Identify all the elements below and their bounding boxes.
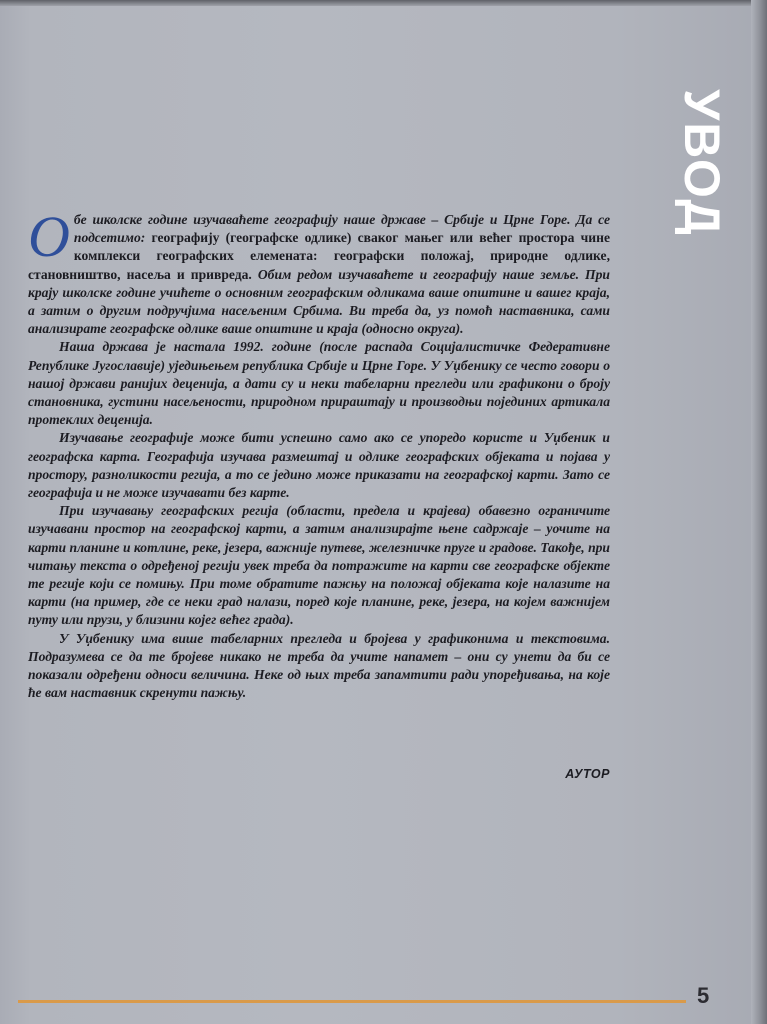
intro-paragraph <box>28 204 610 338</box>
intro-italic-b: Обим редом изучаваћете и географију наше земље. При крају школске године учићете о основним географским одликама ваше општине и вашег краја, а затим о другим подручјима насељеним Србима. Ви треба да, уз помоћ наставника, сами анализирате географске одлике ваше општине и краја (односно округа). <box>28 266 610 337</box>
dropcap-letter: О <box>28 204 70 269</box>
paragraph-4: При изучавању географских регија (области, предела и крајева) обавезно ограничите изучавани простор на географској карти, а затим анализирајте њене садржаје – уочите на карти планине и котлине, реке, језера, важније путеве, железничке пруге и градове. Такође, при читању текста о одређеној регији увек треба да потражите на карти све географске објекте те регије који се помињу. При томе обратите пажњу на положај објеката које налазите на карти (на пример, где се неки град налази, поред које планине, реке, језера, на којем важнијем путу или прузи, у близини којег већег града). <box>28 503 610 628</box>
intro-italic-a: бе школске године изучаваћете географију наше државе – Србије и Црне Горе. Да се подсетимо: <box>73 212 610 246</box>
page-right-edge <box>751 0 767 1024</box>
paragraph-2: Наша држава је настала 1992. године (после распада Социјалистичке Федеративне Републике Југославије) уједињењем република Србије и Црне Горе. У Уџбенику се често говори о нашој држави ранијих деценија, а дати су и неки табеларни прегледи или графикони о броју становника, густини насељености, природном прираштају и производњи појединих артикала протеклих деценија. <box>28 339 610 428</box>
body-text <box>28 204 610 702</box>
page-number: 5 <box>697 983 710 1008</box>
footer-rule <box>18 1000 686 1003</box>
page-top-edge <box>0 0 767 6</box>
section-title-text: УВОД <box>674 89 731 237</box>
intro-upright: географију (географске одлике) сваког мањег или већег простора чине комплекси географских елемената: географски положај, природне одлике, становништво, насеља и привреда. <box>28 230 610 282</box>
paragraph-5: У Уџбенику има више табеларних прегледа и бројева у графиконима и текстовима. Подразумева се да те бројеве никако не треба да учите напамет – они су унети да би се показали одређени односи величина. Неке од њих треба запамтити ради упоређивања, на које ће вам наставник скренути пажњу. <box>28 630 610 701</box>
author-signature: АУТОР <box>565 767 610 781</box>
section-title <box>672 78 732 248</box>
paragraph-3: Изучавање географије може бити успешно само ако се упоредо користе и Уџбеник и географска карта. Географија изучава размештај и одлике географских објеката и појава у простору, разноликости регија, а то се једино може приказати на географској карти. Зато се географија и не може изучавати без карте. <box>28 430 610 501</box>
